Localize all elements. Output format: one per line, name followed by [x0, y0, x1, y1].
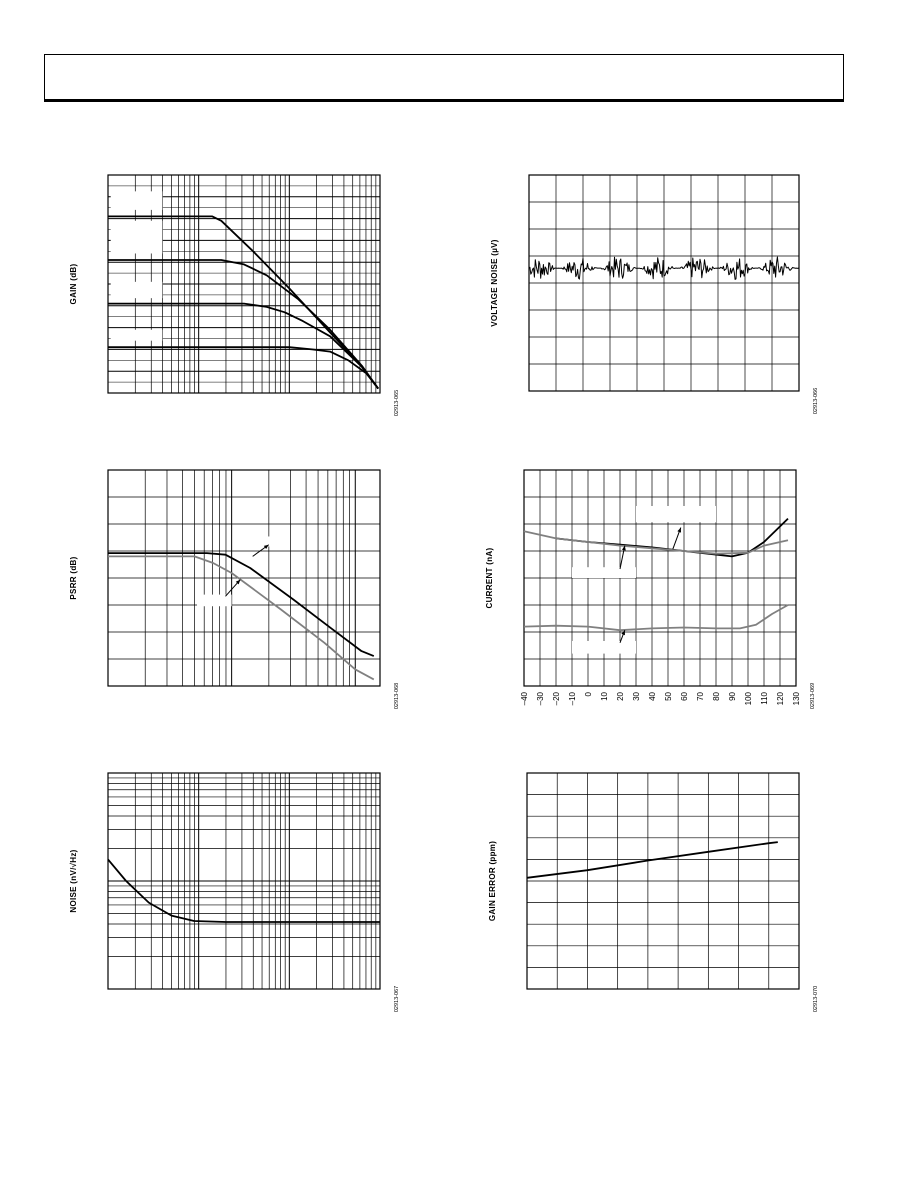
current-x-tick-label: 100	[744, 692, 753, 706]
psrr-figure-code: 02913-068	[394, 682, 400, 710]
gain-figure-code: 02913-065	[394, 389, 400, 417]
gain-y-axis-label: GAIN (dB)	[69, 263, 78, 305]
current-x-tick-label: 50	[664, 692, 673, 701]
current-x-tick-label: 30	[632, 692, 641, 701]
current-x-tick-label: 130	[792, 692, 801, 706]
current-x-tick-label: –40	[520, 692, 529, 706]
current-x-tick-label: –10	[568, 692, 577, 706]
current-x-tick-label: 90	[728, 692, 737, 701]
noise-figure-code: 02913-067	[394, 985, 400, 1013]
current-x-tick-label: 60	[680, 692, 689, 701]
current-x-tick-label: 20	[616, 692, 625, 701]
gain_error-figure-code: 02913-070	[813, 985, 819, 1013]
current-figure-code: 02913-069	[810, 682, 816, 710]
psrr-y-axis-label: PSRR (dB)	[69, 556, 78, 600]
gain_error-grid	[527, 773, 799, 989]
gain_error-y-axis-label: GAIN ERROR (ppm)	[488, 840, 497, 922]
current-x-tick-label: 120	[776, 692, 785, 706]
current-x-tick-label: 110	[760, 692, 769, 705]
current-x-tick-label: 10	[600, 692, 609, 701]
current-x-tick-label: 70	[696, 692, 705, 701]
current-x-tick-label: –30	[536, 692, 545, 706]
noise-y-axis-label: NOISE (nV/√Hz)	[69, 849, 78, 913]
voltage_noise-y-axis-label: VOLTAGE NOISE (µV)	[490, 239, 499, 327]
voltage_noise-figure-code: 02913-066	[813, 387, 819, 415]
current-x-tick-label: –20	[552, 692, 561, 706]
current-y-axis-label: CURRENT (nA)	[485, 547, 494, 609]
current-x-tick-label: 40	[648, 692, 657, 701]
current-x-tick-label: 80	[712, 692, 721, 701]
gain_error-series-0	[527, 842, 778, 878]
current-x-tick-label: 0	[584, 692, 593, 697]
